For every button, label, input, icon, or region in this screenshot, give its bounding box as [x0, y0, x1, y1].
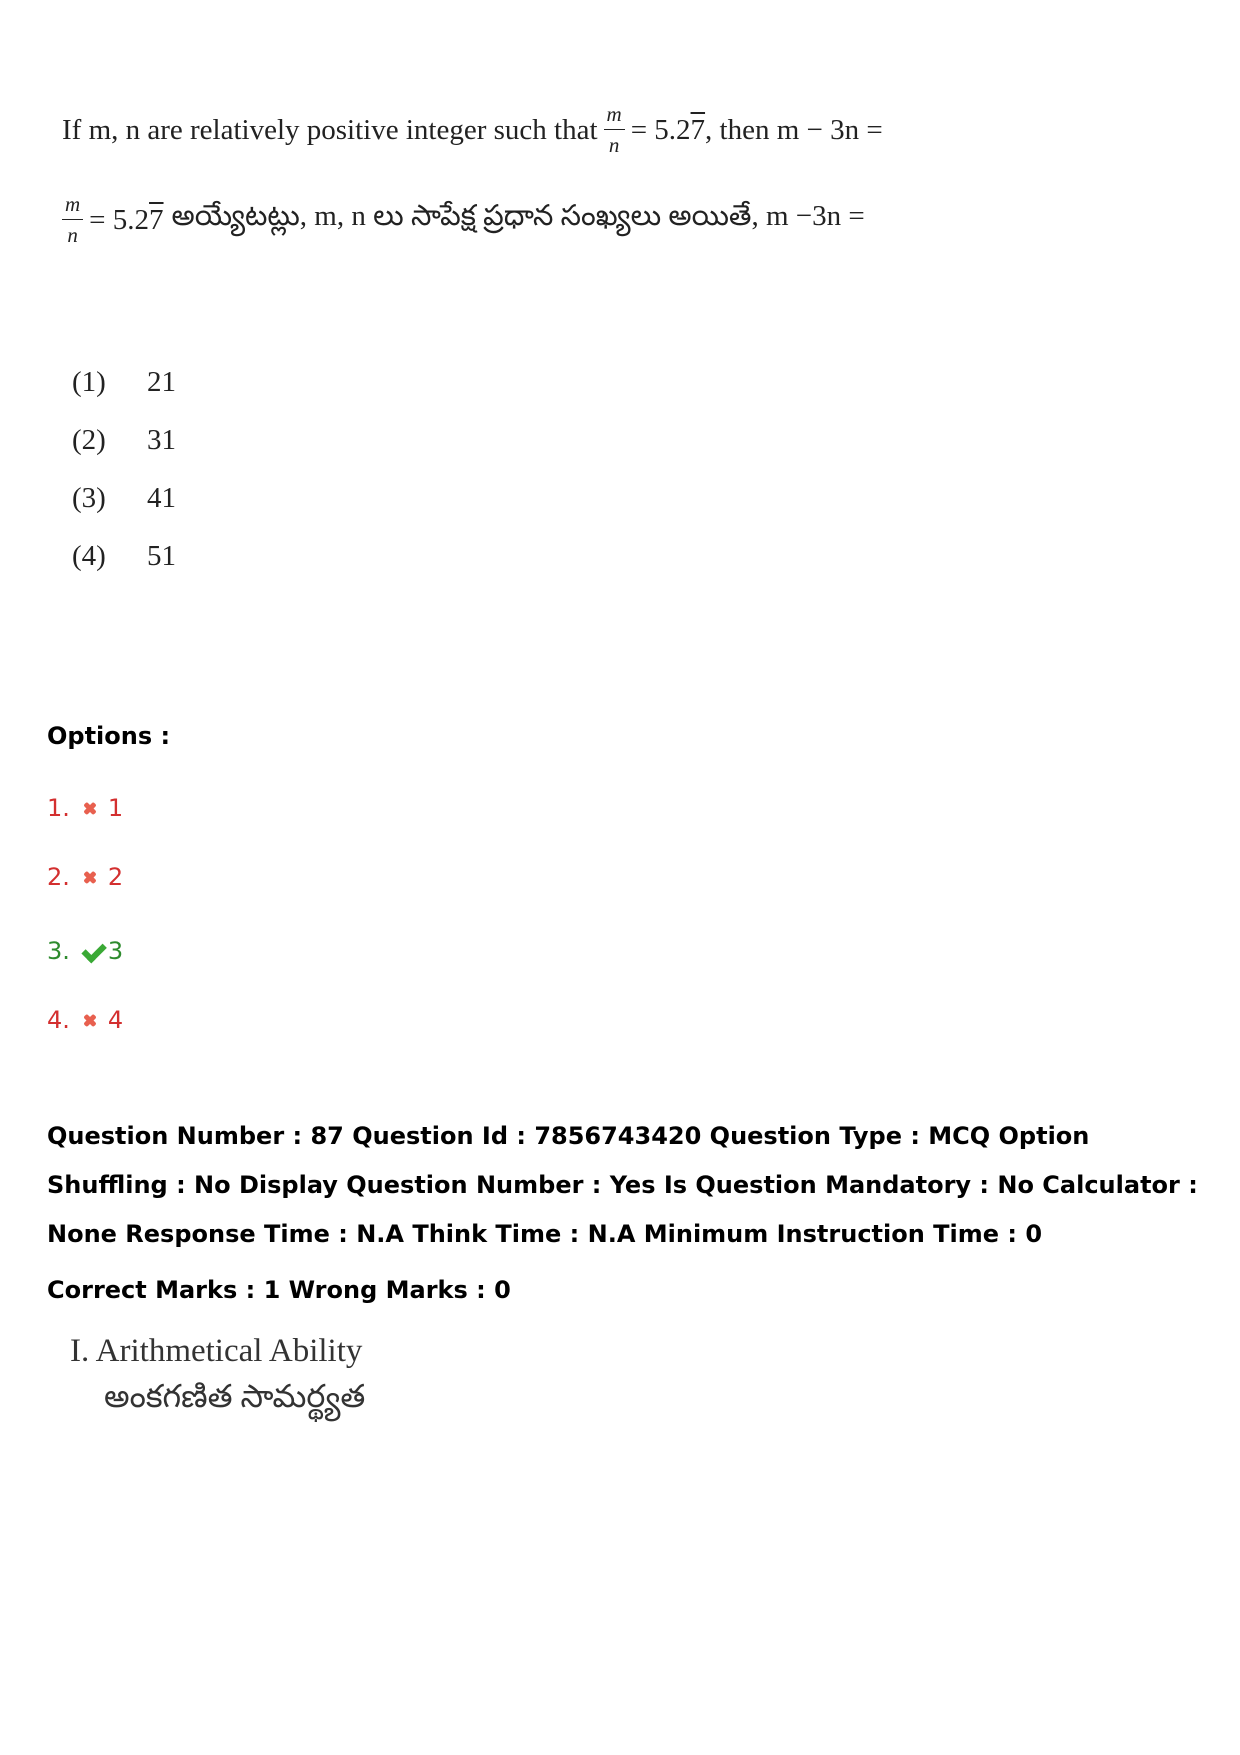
question-text-telugu — [62, 190, 865, 250]
question-telugu-text: అయ్యేటట్లు, m, n లు సాపేక్ష ప్రధాన సంఖ్యలు అయితే, m −3n = — [171, 200, 865, 232]
answer-option-2: 2. 2 — [47, 863, 124, 891]
question-suffix: , then m − 3n = — [705, 113, 883, 146]
cross-icon — [80, 867, 100, 887]
answer-option-3: 3. 3 — [47, 937, 124, 965]
decimal-value: = 5.27 — [630, 113, 706, 146]
section-heading-telugu: అంకగణిత సామర్థ్యత — [104, 1378, 366, 1414]
question-metadata: Question Number : 87 Question Id : 7856743420 Question Type : MCQ Option Shuffling : No Display Question Number : Yes Is Question Mandatory : No Calculator : None Response Time : N.A Think Time : N.A Minimum Instruction Time : 0 — [47, 1122, 1198, 1248]
section-heading-english: I. Arithmetical Ability — [70, 1333, 363, 1369]
fraction-m-over-n: $\frac{m}{n}$ — [604, 104, 625, 156]
question-option-2: (2) 31 — [72, 424, 176, 456]
options-title: Options : — [47, 722, 171, 750]
question-option-3: (3) 41 — [72, 482, 176, 514]
marks-info: Correct Marks : 1 Wrong Marks : 0 — [47, 1276, 511, 1304]
check-icon — [80, 941, 100, 961]
question-prefix: If m, n are relatively positive integer such that — [62, 113, 598, 146]
fraction-m-over-n-telugu: $\frac{m}{n}$ — [62, 194, 83, 246]
answer-option-1: 1. 1 — [47, 794, 124, 822]
cross-icon — [80, 1010, 100, 1030]
decimal-value-telugu: = 5.27 — [89, 203, 164, 236]
question-option-4: (4) 51 — [72, 540, 176, 572]
question-text-english — [62, 100, 883, 160]
cross-icon — [80, 798, 100, 818]
question-option-1: (1) 21 — [72, 366, 176, 398]
answer-option-4: 4. 4 — [47, 1006, 124, 1034]
